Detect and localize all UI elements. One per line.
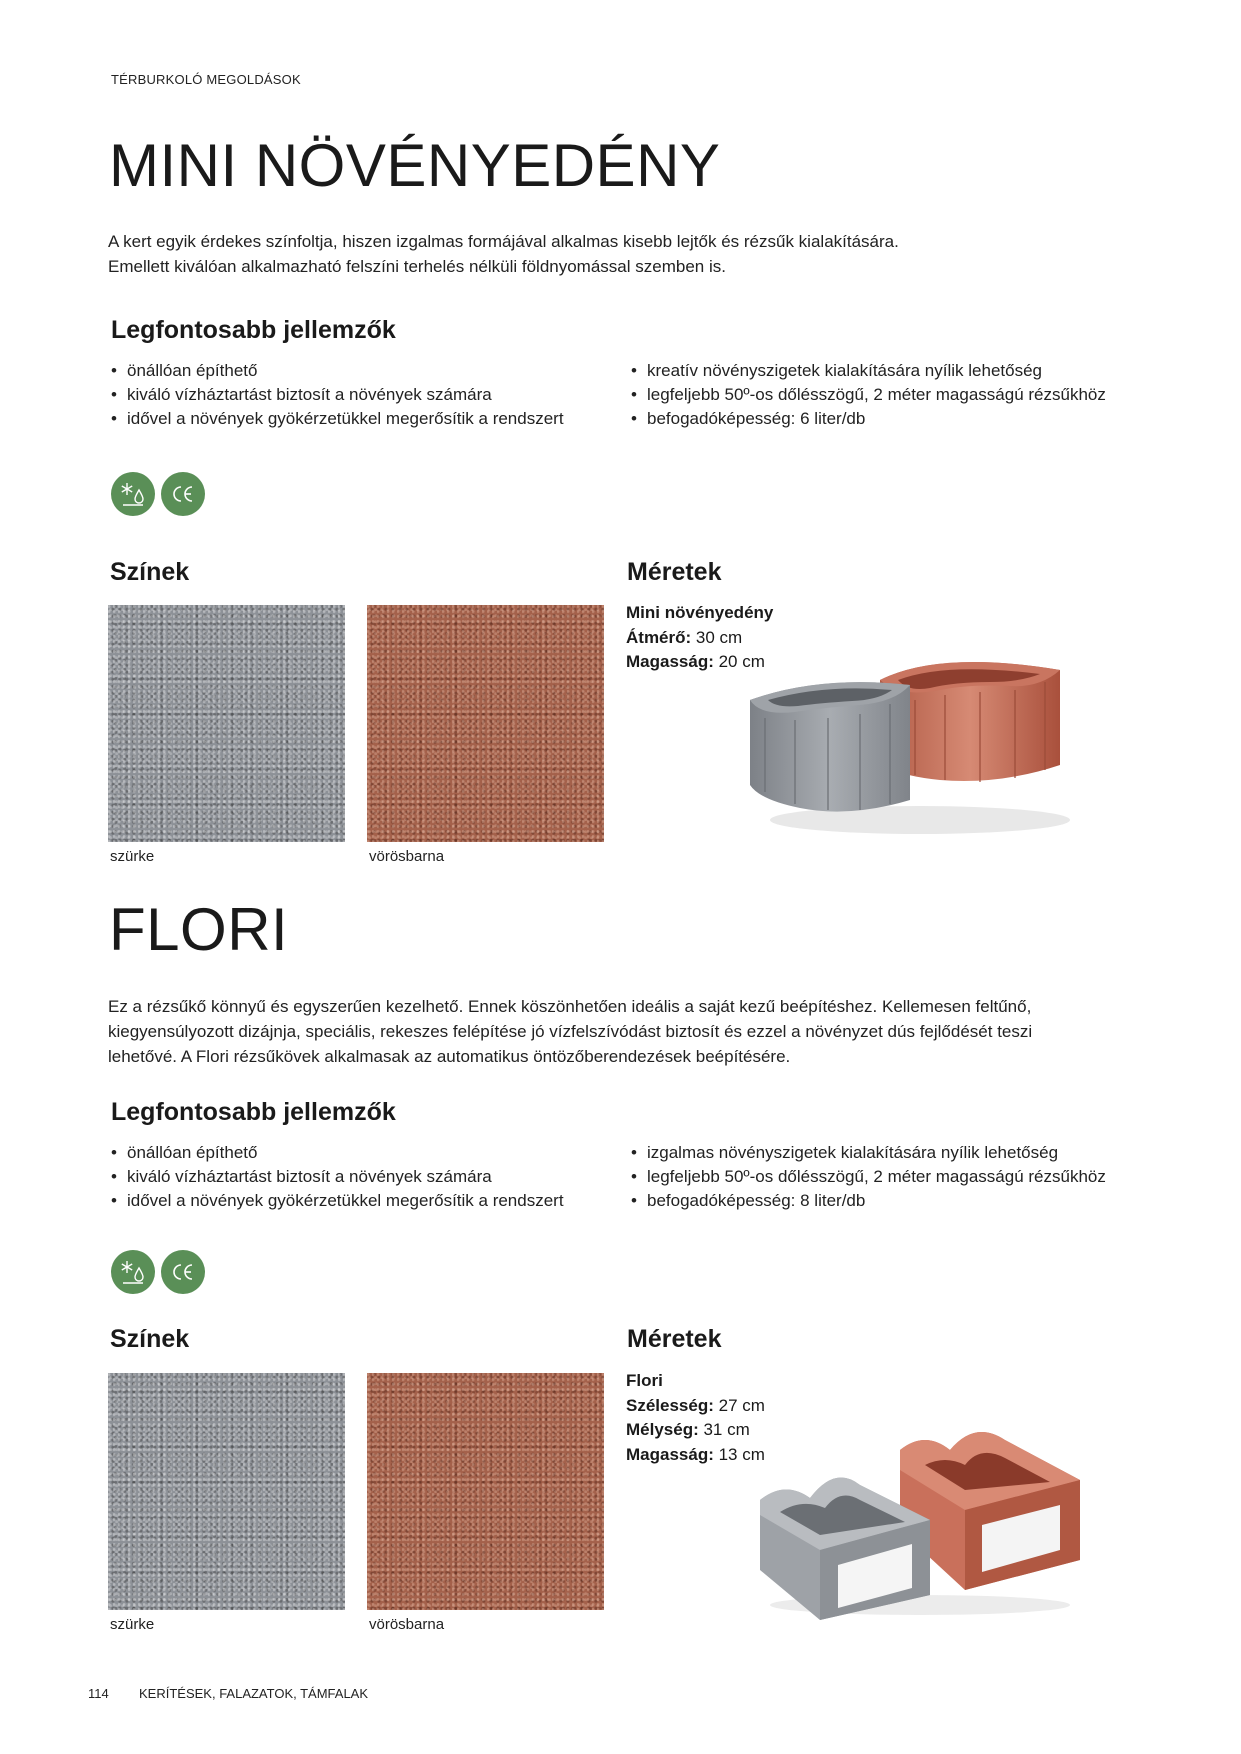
frost-resistant-icon	[111, 1250, 155, 1294]
dim-value: 30 cm	[691, 627, 743, 647]
list-item: • befogadóképesség: 6 liter/db	[630, 407, 1106, 431]
swatch-label: szürke	[110, 848, 155, 865]
list-item: • befogadóképesség: 8 liter/db	[630, 1189, 1106, 1213]
list-item: • önállóan építhető	[110, 359, 564, 383]
colors-heading: Színek	[110, 1325, 190, 1353]
page-number: 114	[88, 1686, 109, 1701]
footer-section-label: KERÍTÉSEK, FALAZATOK, TÁMFALAK	[139, 1686, 369, 1701]
intro-line: lehetővé. A Flori rézsűkövek alkalmasak az automatikus öntözőberendezések beépítésére.	[108, 1047, 791, 1066]
page-title-mini-novenyedeny: MINI NÖVÉNYEDÉNY	[109, 132, 721, 199]
section-label: TÉRBURKOLÓ MEGOLDÁSOK	[111, 72, 301, 87]
list-item: • kiváló vízháztartást biztosít a növények számára	[110, 383, 564, 407]
intro-line: A kert egyik érdekes színfoltja, hiszen izgalmas formájával alkalmas kisebb lejtők és rézsűk kialakítására.	[108, 232, 899, 251]
list-item: • kiváló vízháztartást biztosít a növények számára	[110, 1165, 564, 1189]
dim-label: Mélység:	[626, 1420, 699, 1439]
ce-mark-icon	[161, 472, 205, 516]
swatch-label: szürke	[110, 1616, 155, 1633]
color-swatch-grey	[108, 1373, 345, 1610]
list-item: • önállóan építhető	[110, 1141, 564, 1165]
dim-label: Átmérő:	[626, 627, 692, 647]
dim-value: 13 cm	[713, 1444, 765, 1464]
product-image-mini-novenyedeny	[740, 640, 1070, 840]
features-heading: Legfontosabb jellemzők	[111, 316, 396, 344]
features-heading: Legfontosabb jellemzők	[111, 1098, 396, 1126]
frost-resistant-icon	[111, 472, 155, 516]
dim-value: 27 cm	[713, 1395, 765, 1415]
features-list-left	[110, 359, 564, 431]
swatch-label: vörösbarna	[369, 1616, 445, 1633]
product-name: Flori	[626, 1371, 663, 1390]
dim-label: Magasság:	[626, 1444, 714, 1464]
intro-line: kiegyensúlyozott dizájnja, speciális, rekeszes felépítése jó vízfelszívódást biztosít és ezzel a növényzet dús fejlődését teszi	[108, 1022, 1033, 1041]
color-swatch-grey	[108, 605, 345, 842]
list-item: • legfeljebb 50º-os dőlésszögű, 2 méter magasságú rézsűkhöz	[630, 1165, 1106, 1189]
intro-line: Ez a rézsűkő könnyű és egyszerűen kezelhető. Ennek köszönhetően ideális a saját kezű beépítéshez. Kellemesen feltűnő,	[108, 997, 1032, 1016]
list-item: • izgalmas növényszigetek kialakítására nyílik lehetőség	[630, 1141, 1106, 1165]
features-list-left	[110, 1141, 564, 1213]
dim-label: Magasság:	[626, 652, 714, 671]
dim-value: 31 cm	[698, 1420, 750, 1439]
list-item: • legfeljebb 50º-os dőlésszögű, 2 méter magasságú rézsűkhöz	[630, 383, 1106, 407]
product-image-flori	[750, 1410, 1090, 1620]
list-item: • kreatív növényszigetek kialakítására nyílik lehetőség	[630, 359, 1106, 383]
list-item: • idővel a növények gyökérzetükkel megerősítik a rendszert	[110, 1189, 564, 1213]
colors-heading: Színek	[110, 558, 190, 586]
intro-text-flori	[108, 994, 1108, 1069]
list-item: • idővel a növények gyökérzetükkel megerősítik a rendszert	[110, 407, 564, 431]
color-swatch-reddish-brown	[367, 605, 604, 842]
dimensions-heading: Méretek	[627, 1325, 722, 1353]
dimensions-block	[626, 1369, 765, 1467]
ce-mark-icon	[161, 1250, 205, 1294]
features-list-right	[630, 359, 1106, 431]
intro-text-mini	[108, 229, 1108, 279]
dimensions-heading: Méretek	[627, 558, 722, 586]
color-swatch-reddish-brown	[367, 1373, 604, 1610]
swatch-label: vörösbarna	[369, 848, 445, 865]
dim-label: Szélesség:	[626, 1395, 714, 1415]
product-name: Mini növényedény	[626, 603, 774, 622]
dim-value: 20 cm	[713, 652, 765, 671]
intro-line: Emellett kiválóan alkalmazható felszíni terhelés nélküli földnyomással szemben is.	[108, 257, 726, 276]
page-title-flori: FLORI	[109, 896, 289, 963]
features-list-right	[630, 1141, 1106, 1213]
